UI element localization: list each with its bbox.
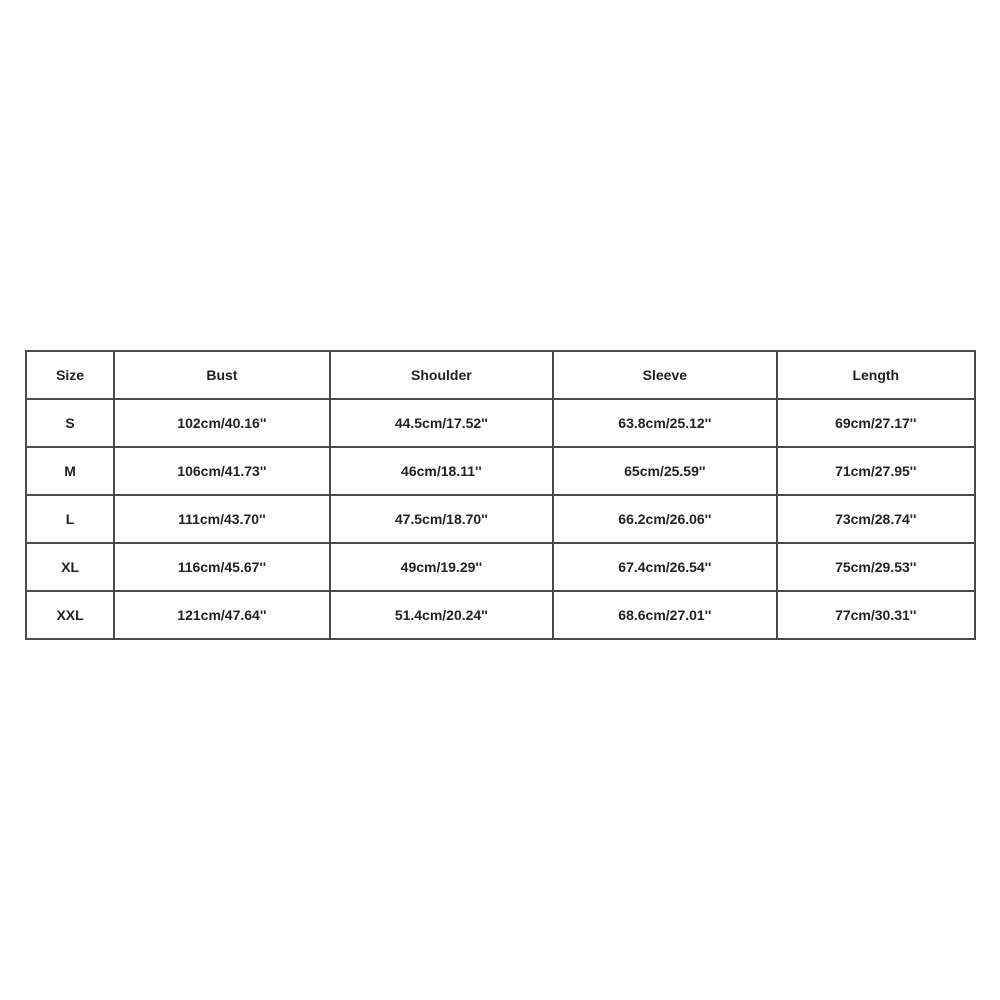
table-row <box>26 543 975 591</box>
size-chart-table <box>25 350 976 640</box>
cell-bust: 121cm/47.64'' <box>114 591 329 639</box>
header-sleeve: Sleeve <box>553 351 776 399</box>
header-bust: Bust <box>114 351 329 399</box>
cell-length: 71cm/27.95'' <box>777 447 975 495</box>
cell-length: 75cm/29.53'' <box>777 543 975 591</box>
header-size: Size <box>26 351 114 399</box>
cell-shoulder: 51.4cm/20.24'' <box>330 591 553 639</box>
table-row <box>26 495 975 543</box>
header-length: Length <box>777 351 975 399</box>
cell-sleeve: 65cm/25.59'' <box>553 447 776 495</box>
cell-shoulder: 49cm/19.29'' <box>330 543 553 591</box>
cell-size: L <box>26 495 114 543</box>
cell-bust: 102cm/40.16'' <box>114 399 329 447</box>
cell-bust: 116cm/45.67'' <box>114 543 329 591</box>
table-header-row <box>26 351 975 399</box>
cell-size: M <box>26 447 114 495</box>
cell-bust: 111cm/43.70'' <box>114 495 329 543</box>
cell-shoulder: 44.5cm/17.52'' <box>330 399 553 447</box>
cell-size: S <box>26 399 114 447</box>
cell-bust: 106cm/41.73'' <box>114 447 329 495</box>
cell-length: 69cm/27.17'' <box>777 399 975 447</box>
cell-sleeve: 66.2cm/26.06'' <box>553 495 776 543</box>
cell-sleeve: 68.6cm/27.01'' <box>553 591 776 639</box>
cell-size: XXL <box>26 591 114 639</box>
cell-length: 73cm/28.74'' <box>777 495 975 543</box>
cell-sleeve: 63.8cm/25.12'' <box>553 399 776 447</box>
cell-shoulder: 47.5cm/18.70'' <box>330 495 553 543</box>
table-row <box>26 591 975 639</box>
cell-sleeve: 67.4cm/26.54'' <box>553 543 776 591</box>
table-row <box>26 447 975 495</box>
header-shoulder: Shoulder <box>330 351 553 399</box>
cell-shoulder: 46cm/18.11'' <box>330 447 553 495</box>
cell-size: XL <box>26 543 114 591</box>
cell-length: 77cm/30.31'' <box>777 591 975 639</box>
table-row <box>26 399 975 447</box>
